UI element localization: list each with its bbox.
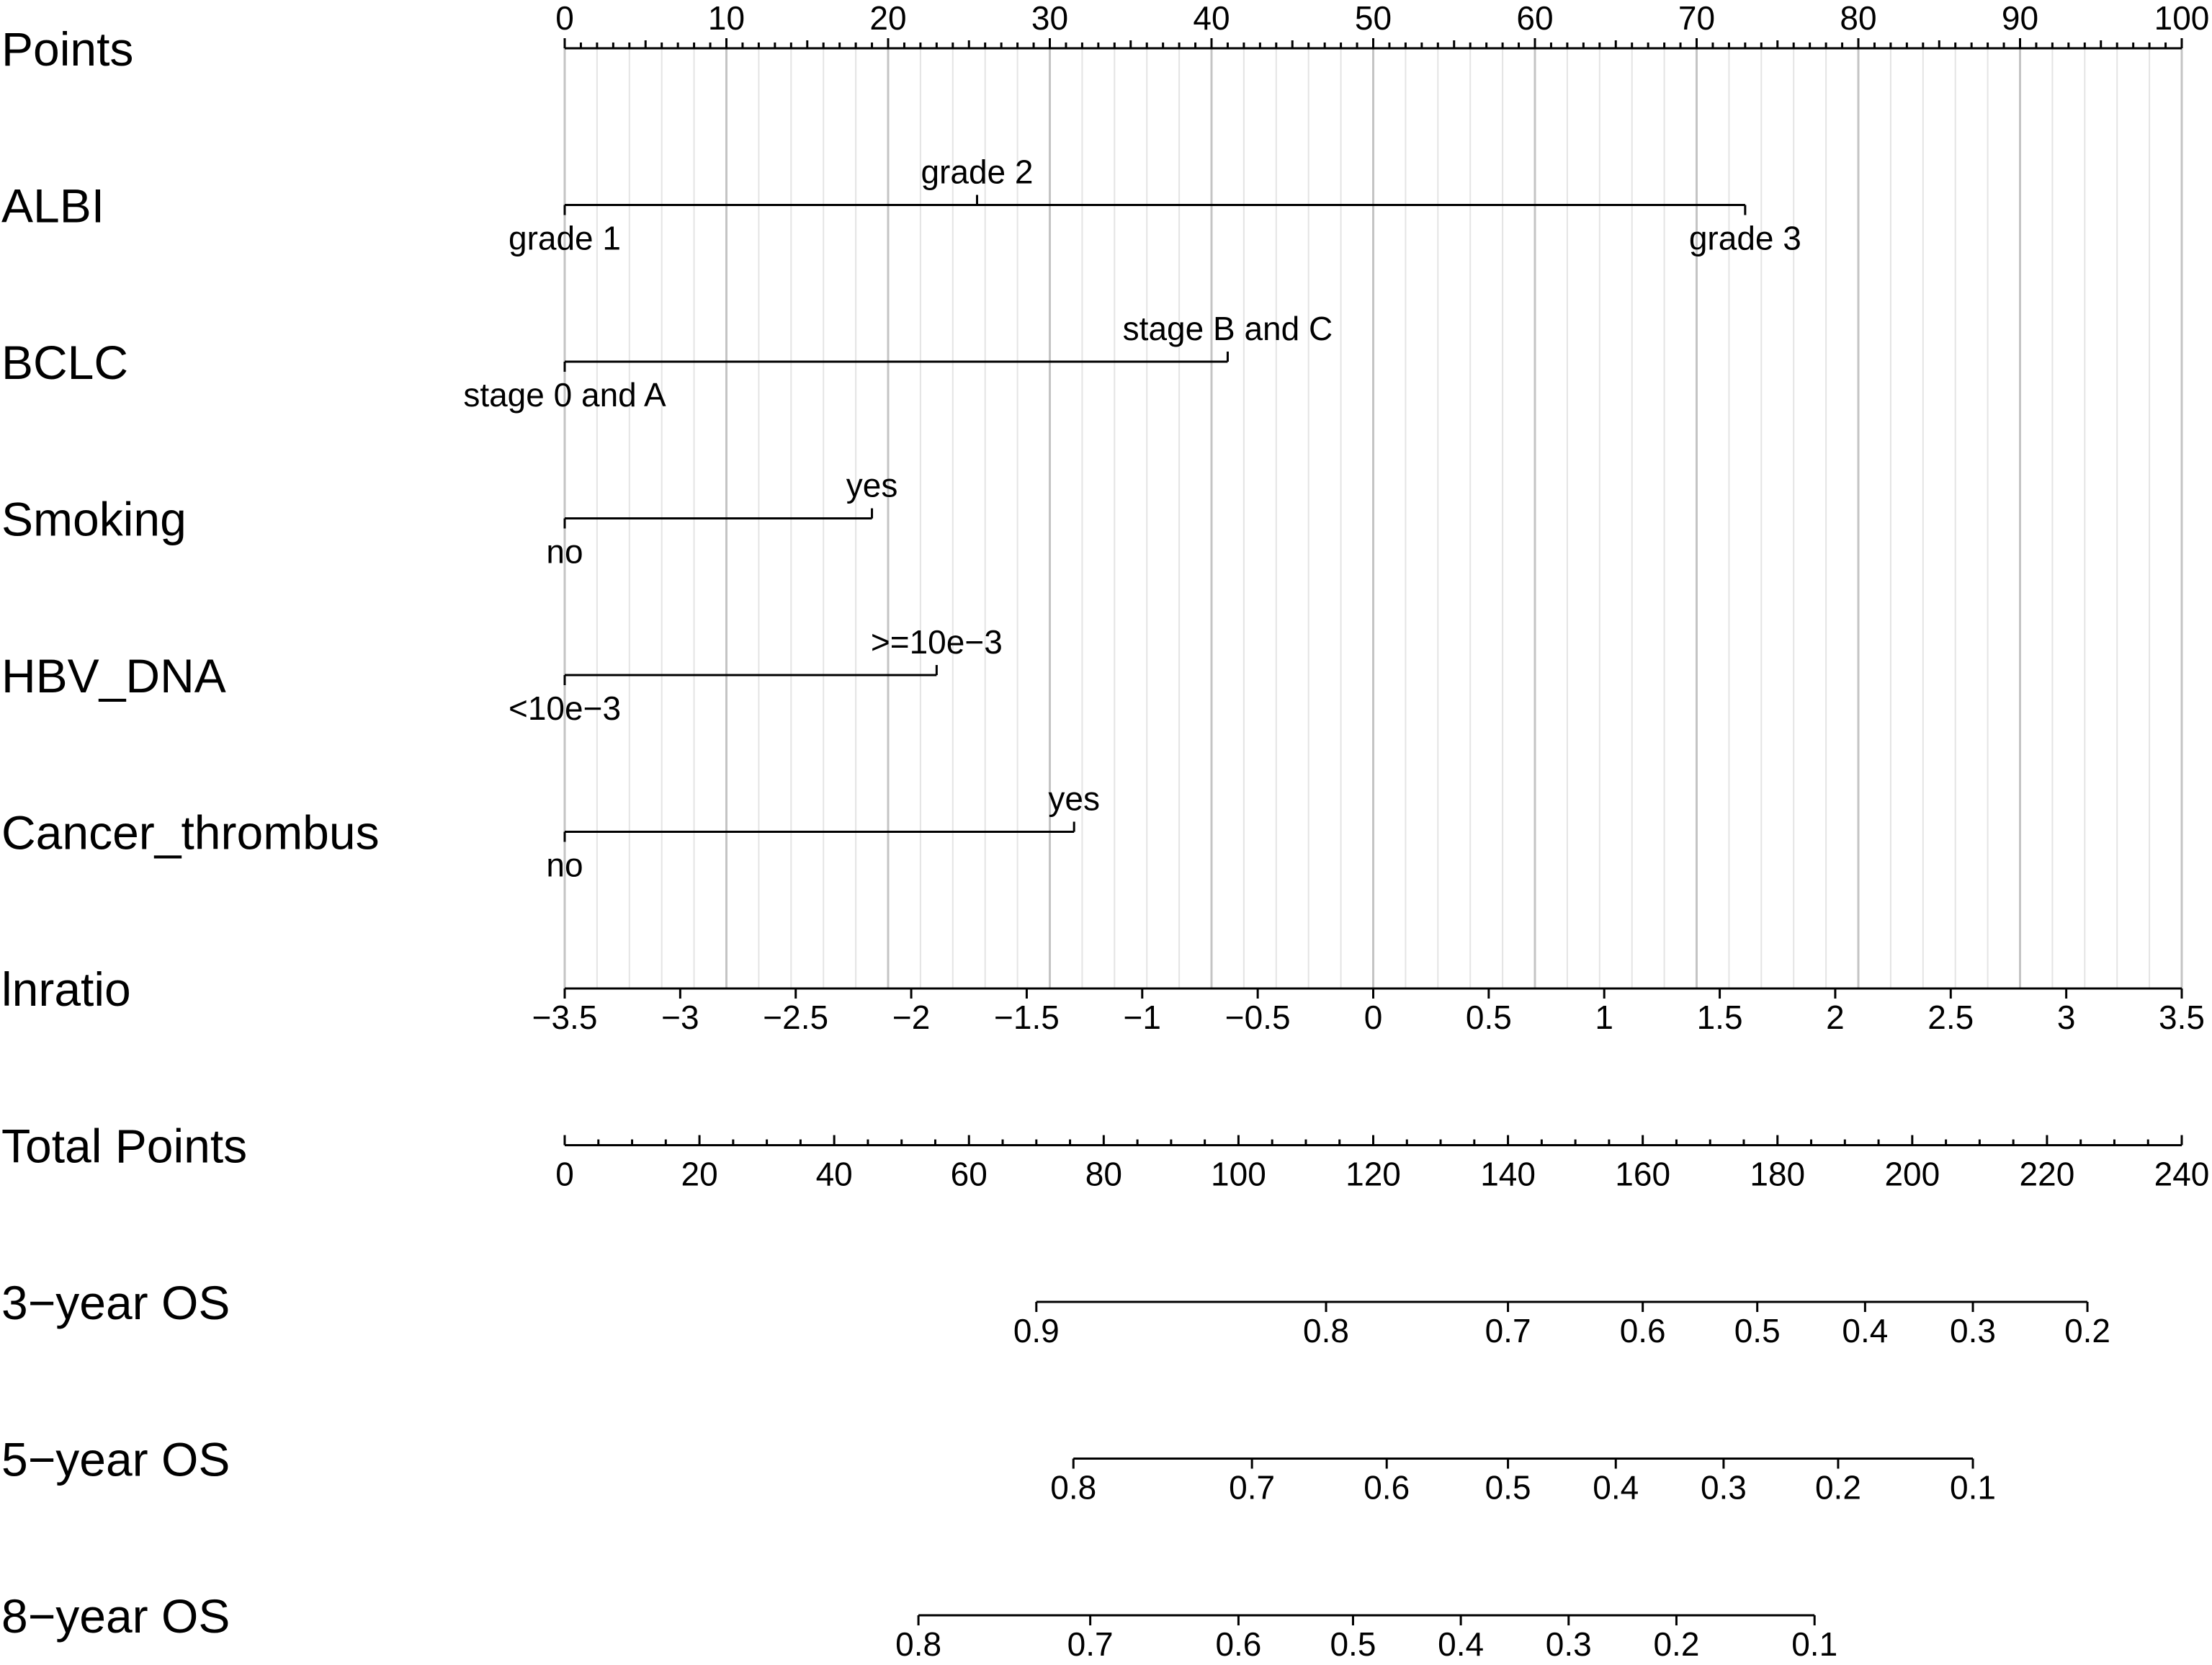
total-points-tick-label: 200 xyxy=(1884,1155,1940,1193)
predictor-tick-label: −0.5 xyxy=(1224,999,1291,1036)
outcome-tick-label: 0.5 xyxy=(1485,1468,1531,1506)
predictor-tick-label: −1 xyxy=(1123,999,1162,1036)
outcome-tick-label: 0.8 xyxy=(1050,1468,1097,1506)
predictor-label: Smoking xyxy=(1,492,187,546)
points-axis-tick-label: 80 xyxy=(1840,0,1877,37)
predictor-label: ALBI xyxy=(1,179,105,233)
predictor-tick-label: −3.5 xyxy=(532,999,598,1036)
points-axis-tick-label: 20 xyxy=(869,0,907,37)
outcome-tick-label: 0.3 xyxy=(1950,1312,1996,1349)
outcome-tick-label: 0.4 xyxy=(1593,1468,1639,1506)
total-points-tick-label: 180 xyxy=(1750,1155,1806,1193)
total-points-tick-label: 40 xyxy=(815,1155,853,1193)
level-label: stage 0 and A xyxy=(463,376,666,414)
points-axis-tick-label: 100 xyxy=(2154,0,2210,37)
level-label: no xyxy=(546,532,583,571)
predictor-tick-label: 1.5 xyxy=(1696,999,1743,1036)
predictor-tick-label: −1.5 xyxy=(994,999,1060,1036)
points-axis-tick-label: 70 xyxy=(1678,0,1716,37)
predictor-label: Cancer_thrombus xyxy=(1,805,380,860)
points-axis-tick-label: 50 xyxy=(1354,0,1392,37)
outcome-tick-label: 0.6 xyxy=(1215,1625,1262,1663)
predictor-label: BCLC xyxy=(1,336,129,389)
points-axis-tick-label: 0 xyxy=(555,0,574,37)
level-label: stage B and C xyxy=(1122,310,1333,347)
level-label: grade 2 xyxy=(921,153,1034,191)
points-axis-tick-label: 60 xyxy=(1516,0,1554,37)
outcome-tick-label: 0.7 xyxy=(1229,1468,1276,1506)
total-points-tick-label: 100 xyxy=(1211,1155,1266,1193)
label-layer xyxy=(1,0,2209,1663)
predictor-tick-label: 3 xyxy=(2056,999,2076,1036)
points-axis-tick-label: 90 xyxy=(2001,0,2039,37)
predictor-tick-label: 0.5 xyxy=(1465,999,1512,1036)
predictor-label: lnratio xyxy=(1,963,131,1016)
points-axis-label: Points xyxy=(1,22,134,76)
outcome-tick-label: 0.2 xyxy=(1814,1468,1861,1506)
outcome-tick-label: 0.5 xyxy=(1734,1312,1781,1349)
total-points-tick-label: 240 xyxy=(2154,1155,2210,1193)
total-points-tick-label: 20 xyxy=(681,1155,718,1193)
total-points-tick-label: 220 xyxy=(2019,1155,2075,1193)
outcome-tick-label: 0.1 xyxy=(1791,1625,1838,1663)
outcome-tick-label: 0.8 xyxy=(1303,1312,1349,1349)
predictor-tick-label: 2 xyxy=(1826,999,1845,1036)
outcome-tick-label: 0.1 xyxy=(1950,1468,1996,1506)
outcome-label: 3−year OS xyxy=(1,1276,230,1329)
outcome-tick-label: 0.5 xyxy=(1330,1625,1376,1663)
outcome-tick-label: 0.6 xyxy=(1364,1468,1410,1506)
predictor-tick-label: 0 xyxy=(1364,999,1383,1036)
predictor-tick-label: −3 xyxy=(661,999,699,1036)
total-points-tick-label: 120 xyxy=(1345,1155,1401,1193)
level-label: grade 1 xyxy=(508,219,622,257)
level-label: no xyxy=(546,846,583,884)
level-label: grade 3 xyxy=(1688,219,1801,257)
total-points-label: Total Points xyxy=(1,1119,248,1173)
predictor-tick-label: 3.5 xyxy=(2159,999,2205,1036)
outcome-tick-label: 0.2 xyxy=(2064,1312,2111,1349)
outcome-label: 8−year OS xyxy=(1,1589,230,1643)
predictor-tick-label: 2.5 xyxy=(1927,999,1974,1036)
points-axis-tick-label: 30 xyxy=(1031,0,1069,37)
outcome-tick-label: 0.7 xyxy=(1485,1312,1531,1349)
outcome-tick-label: 0.4 xyxy=(1842,1312,1889,1349)
total-points-tick-label: 160 xyxy=(1615,1155,1671,1193)
outcome-tick-label: 0.8 xyxy=(895,1625,942,1663)
total-points-tick-label: 80 xyxy=(1085,1155,1122,1193)
outcome-tick-label: 0.2 xyxy=(1653,1625,1700,1663)
total-points-tick-label: 60 xyxy=(950,1155,988,1193)
points-axis-tick-label: 10 xyxy=(707,0,745,37)
level-label: >=10e−3 xyxy=(870,623,1003,661)
predictor-tick-label: −2.5 xyxy=(763,999,829,1036)
total-points-tick-label: 140 xyxy=(1480,1155,1536,1193)
outcome-label: 5−year OS xyxy=(1,1432,230,1486)
outcome-tick-label: 0.3 xyxy=(1545,1625,1592,1663)
outcome-tick-label: 0.7 xyxy=(1067,1625,1114,1663)
outcome-tick-label: 0.3 xyxy=(1700,1468,1747,1506)
level-label: yes xyxy=(846,466,898,504)
level-label: <10e−3 xyxy=(508,689,622,727)
level-label: yes xyxy=(1048,780,1100,818)
predictor-tick-label: −2 xyxy=(892,999,931,1036)
outcome-tick-label: 0.6 xyxy=(1619,1312,1666,1349)
outcome-tick-label: 0.4 xyxy=(1438,1625,1485,1663)
predictor-tick-label: 1 xyxy=(1595,999,1614,1036)
points-axis-tick-label: 40 xyxy=(1193,0,1230,37)
predictor-label: HBV_DNA xyxy=(1,649,226,702)
outcome-tick-label: 0.9 xyxy=(1013,1312,1060,1349)
total-points-tick-label: 0 xyxy=(555,1155,574,1193)
